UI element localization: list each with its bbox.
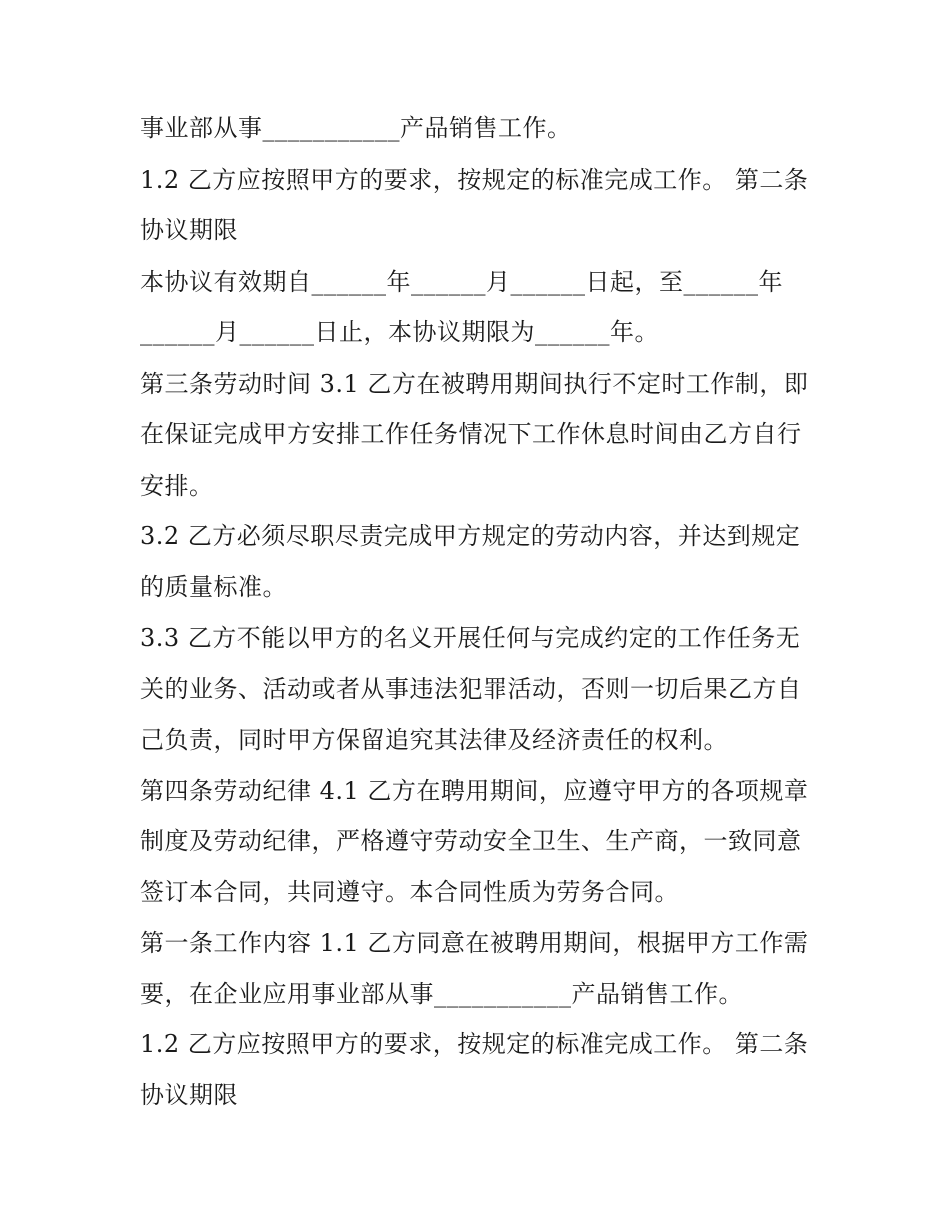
text-line: 1.2 乙方应按照甲方的要求，按规定的标准完成工作。 第二条 <box>140 166 809 194</box>
text-line: 安排。 <box>140 472 214 500</box>
text-line: 己负责，同时甲方保留追究其法律及经济责任的权利。 <box>140 726 728 754</box>
text-line: ______月______日止，本协议期限为______年。 <box>140 318 659 346</box>
text-line: 制度及劳动纪律，严格遵守劳动安全卫生、生产商，一致同意 <box>140 827 802 855</box>
text-line: 的质量标准。 <box>140 573 287 601</box>
text-line: 3.2 乙方必须尽职尽责完成甲方规定的劳动内容，并达到规定 <box>140 522 801 550</box>
text-line: 3.3 乙方不能以甲方的名义开展任何与完成约定的工作任务无 <box>140 624 801 652</box>
text-line: 1.2 乙方应按照甲方的要求，按规定的标准完成工作。 第二条 <box>140 1030 809 1058</box>
text-line: 协议期限 <box>140 1081 238 1109</box>
text-line: 第三条劳动时间 3.1 乙方在被聘用期间执行不定时工作制，即 <box>140 370 809 398</box>
text-line: 本协议有效期自______年______月______日起，至______年 <box>140 268 783 296</box>
text-line: 关的业务、活动或者从事违法犯罪活动，否则一切后果乙方自 <box>140 675 802 703</box>
text-line: 事业部从事___________产品销售工作。 <box>140 114 572 142</box>
text-line: 第一条工作内容 1.1 乙方同意在被聘用期间，根据甲方工作需 <box>140 929 809 957</box>
text-line: 在保证完成甲方安排工作任务情况下工作休息时间由乙方自行 <box>140 420 802 448</box>
text-line: 第四条劳动纪律 4.1 乙方在聘用期间，应遵守甲方的各项规章 <box>140 777 809 805</box>
text-line: 要，在企业应用事业部从事___________产品销售工作。 <box>140 980 743 1008</box>
text-line: 协议期限 <box>140 216 238 244</box>
text-line: 签订本合同，共同遵守。本合同性质为劳务合同。 <box>140 878 679 906</box>
